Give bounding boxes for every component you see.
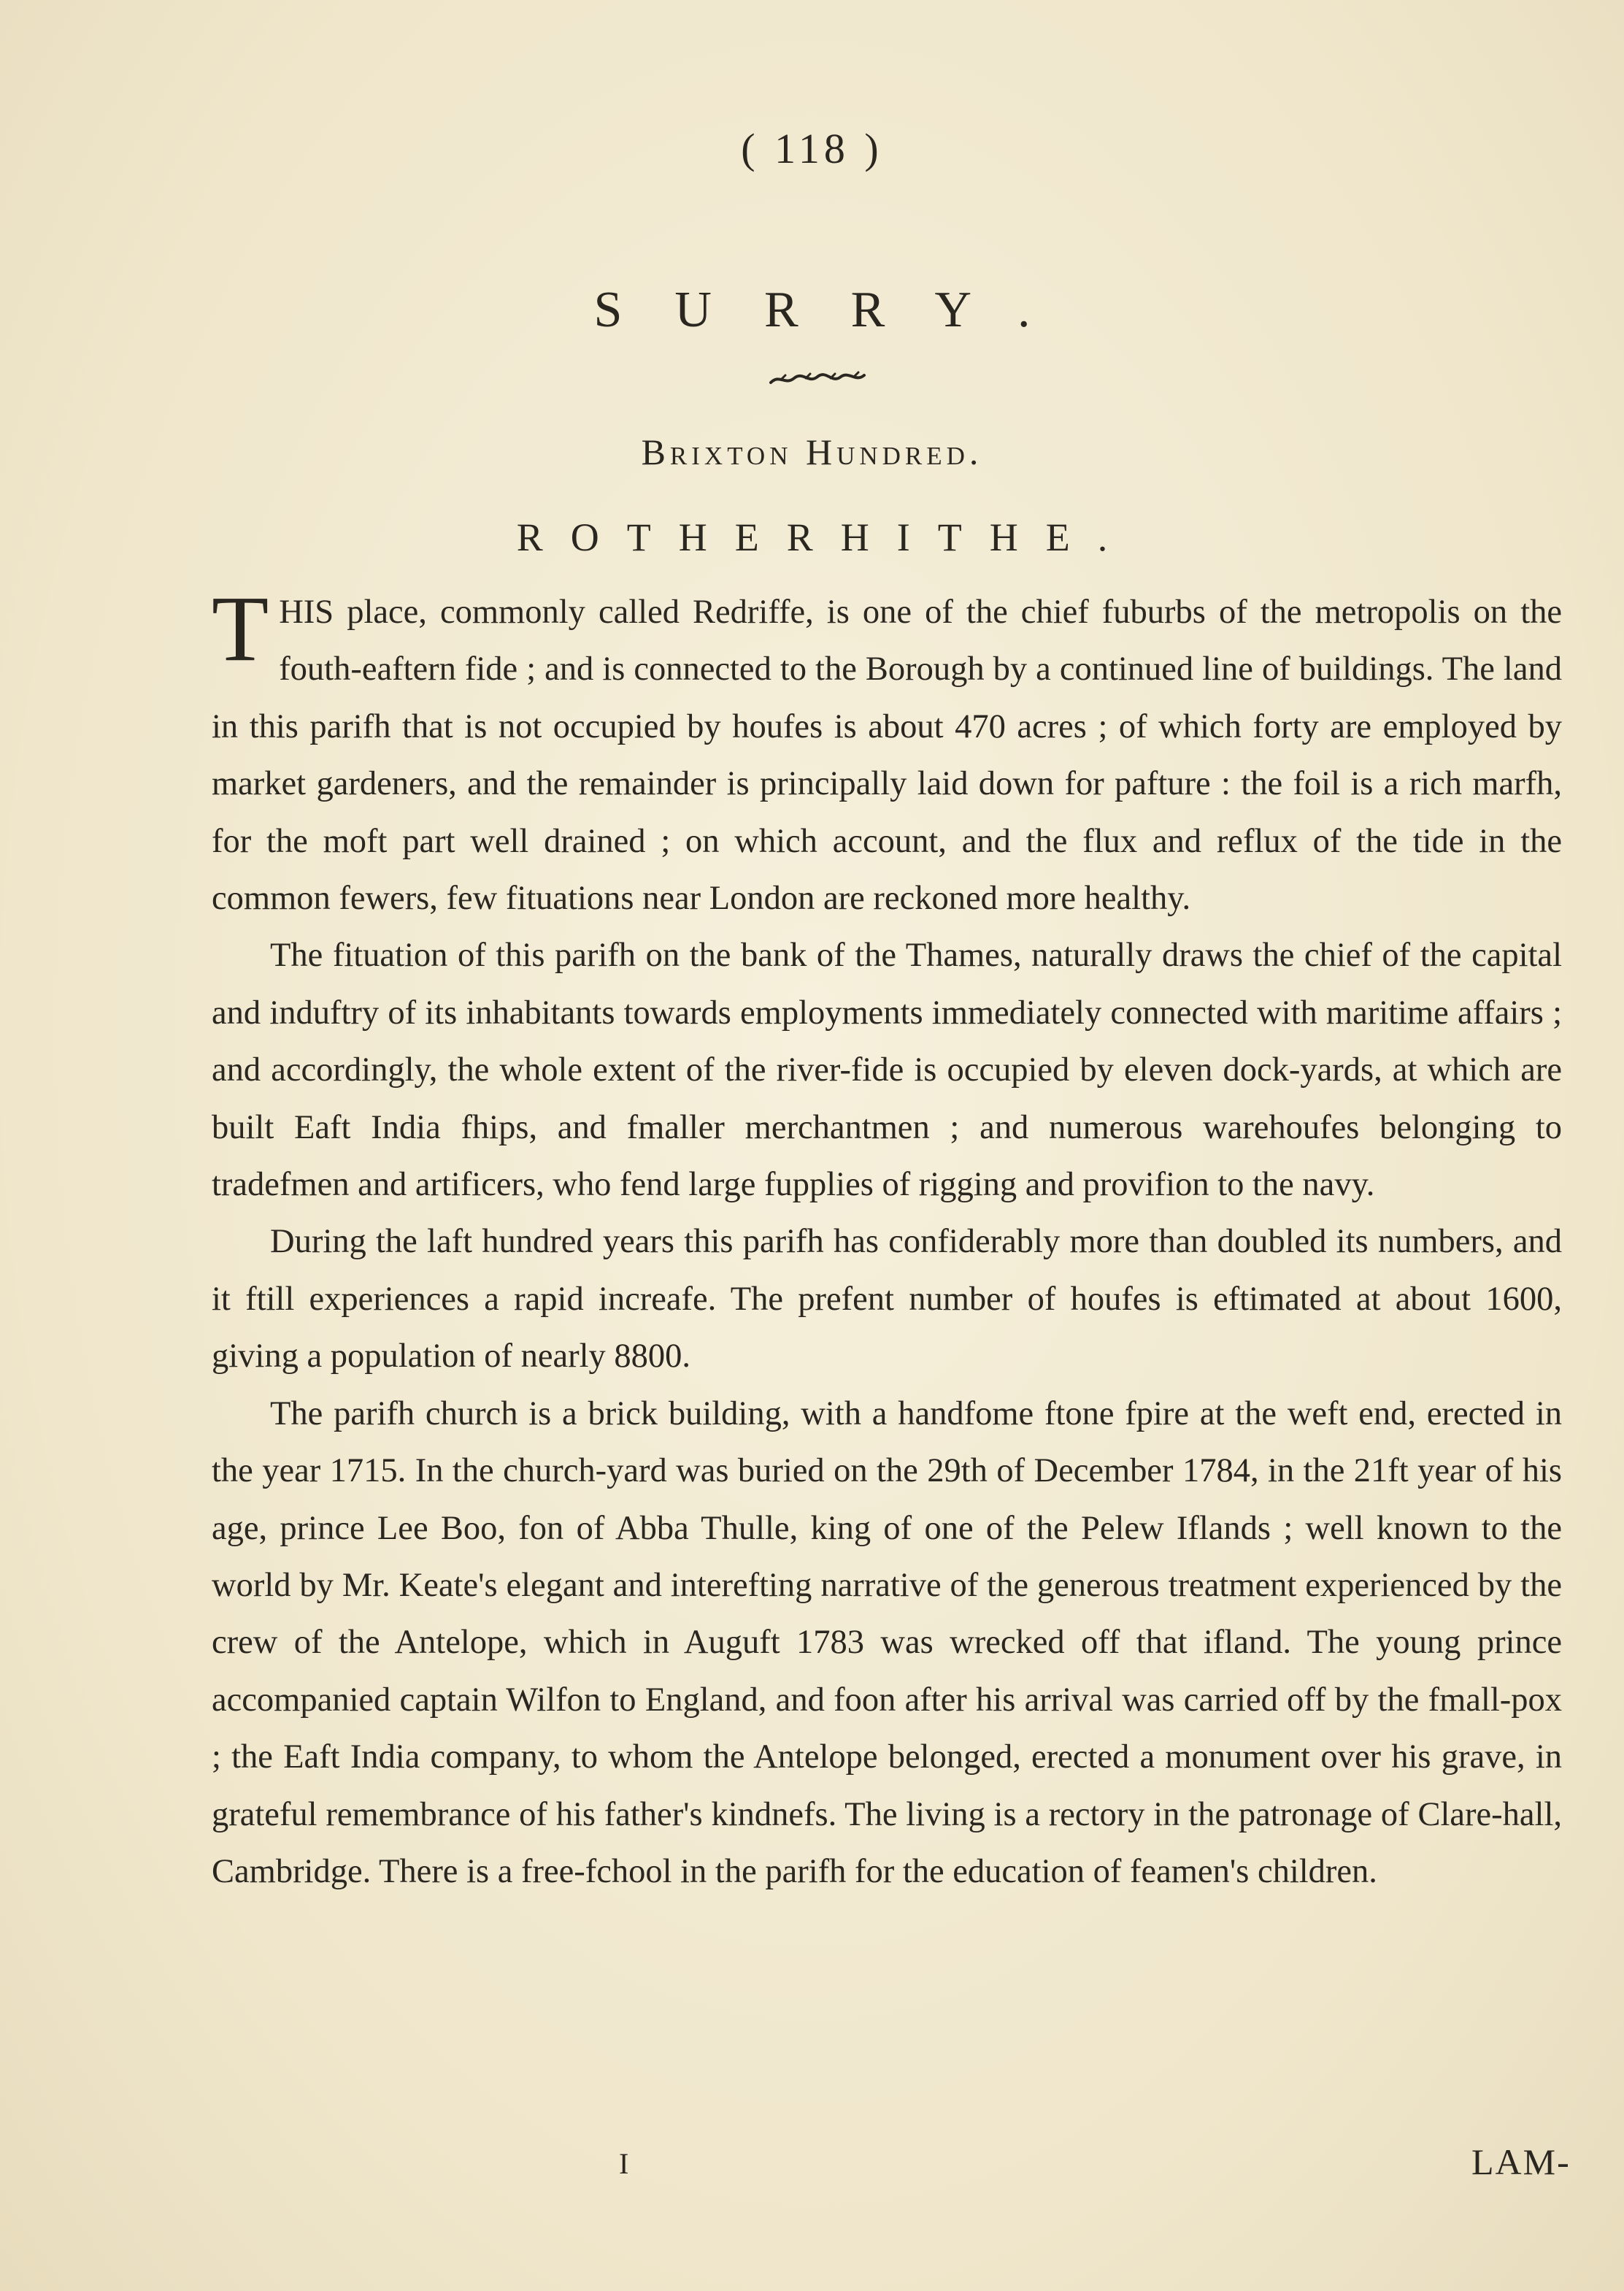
drop-cap: T	[212, 577, 269, 680]
paragraph-population: During the laft hundred years this parifh has confiderably more than doubled its numbers, and it ftill experiences a rapid increafe. The prefent number of houfes is eftimated at about 1600, giving a population of nearly 8800.	[212, 1223, 1562, 1375]
paragraph-situation: The fituation of this parifh on the bank of the Thames, naturally draws the chief of the capital and induftry of its inhabitants towards employments immediately connected with maritime affairs ; and accordingly, the whole extent of the river-fide is occupied by eleven dock-yards, at which are built Eaft India fhips, and fmaller merchantmen ; and numerous warehoufes belonging to tradefmen and artificers, who fend large fupplies of rigging and provifion to the navy.	[212, 937, 1562, 1204]
signature-mark: I	[619, 2147, 629, 2180]
paragraph-church: The parifh church is a brick building, with a handfome ftone fpire at the weft end, erected in the year 1715. In the church-yard was buried on the 29th of December 1784, in the 21ft year of his age, prince Lee Boo, fon of Abba Thulle, king of one of the Pelew Iflands ; well known to the world by Mr. Keate's elegant and interefting narrative of the generous treatment experienced by the crew of the Antelope, which in Auguft 1783 was wrecked off that ifland. The young prince accompanied captain Wilfon to England, and foon after his arrival was carried off by the fmall-pox ; the Eaft India company, to whom the Antelope belonged, erected a monument over his grave, in grateful remembrance of his father's kindnefs. The living is a rectory in the patronage of Clare-hall, Cambridge. There is a free-fchool in the parifh for the education of feamen's children.	[212, 1394, 1562, 1890]
county-heading: SURRY.	[593, 282, 1083, 338]
hundred-heading: Brixton Hundred.	[641, 431, 983, 472]
swash-ornament-icon	[766, 364, 869, 393]
paragraph-text: HIS place, commonly called Redriffe, is one of the chief fuburbs of the metropolis on the fouth-eaftern fide ; and is connected to the Borough by a continued line of buildings. The land in this parifh that is not occupied by houfes is about 470 acres ; of which forty are employed by market gardeners, and the remainder is principally laid down for pafture : the foil is a rich marfh, for the moft part well drained ; on which account, and the flux and reflux of the tide in the common fewers, few fituations near London are reckoned more healthy.	[212, 594, 1562, 918]
body-text	[212, 577, 1562, 1900]
paragraph-intro	[212, 577, 1562, 927]
catchword: LAM-	[1471, 2141, 1571, 2182]
page-number: ( 118 )	[741, 125, 883, 172]
parish-heading: ROTHERHITHE.	[516, 515, 1136, 559]
